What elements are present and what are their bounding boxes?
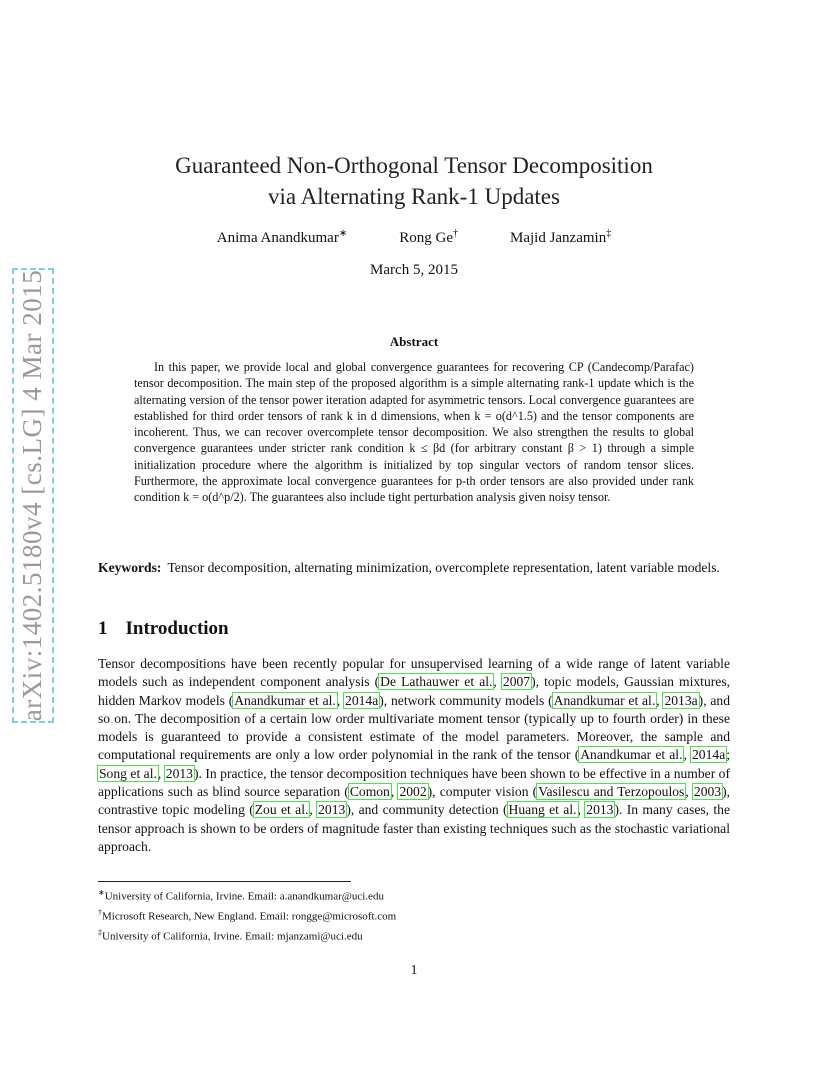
abstract-text: In this paper, we provide local and global convergence guarantees for recovering CP (Candecomp/Parafac) tensor decomposition. The main step of the proposed algorithm is a simple alternating rank-1 update which is the alternating version of the tensor power iteration adapted for asymmetric tensors. Local convergence guarantees are established for third order tensors of rank k in d dimensions, when k = o(d^1.5) and the tensor components are incoherent. Thus, we can recover overcomplete tensor decomposition. We also strengthen the results to global convergence guarantees under stricter rank condition k ≤ βd (for arbitrary constant β > 1) through a simple initialization procedure where the algorithm is initialized by top singular vectors of random tensor slices. Furthermore, the approximate local convergence guarantees for p-th order tensors are also provided under rank condition k = o(d^p/2). The guarantees also include tight perturbation analysis given noisy tensor. [134,360,694,505]
paper-title [0,150,828,212]
footnote-2 [98,905,730,925]
author-3-name: Majid Janzamin [509,230,607,246]
intro-text: ), contrastive topic modeling ( [98,784,731,818]
section-heading-introduction [98,618,229,640]
author-list [0,228,828,247]
citation-link[interactable]: Anandkumar et al. [553,692,656,708]
intro-text: Tensor decompositions have been recently popular for unsupervised learning of a wide range of latent variable models such as independent component analysis ( [98,656,730,690]
citation-year-link[interactable]: 2013 [165,765,193,781]
footnote-1-mark: ∗ [98,888,105,897]
footnote-2-mark: † [98,908,102,918]
arxiv-identifier-text: arXiv:1402.5180v4 [cs.LG] 4 Mar 2015 [17,269,48,722]
keywords-text: Tensor decomposition, alternating minimization, overcomplete representation, latent variable models. [167,560,720,575]
section-title: Introduction [125,618,229,639]
title-line-2: via Alternating Rank-1 Updates [268,184,560,209]
intro-text: ), network community models ( [379,692,553,708]
author-2 [399,228,458,247]
section-number: 1 [98,618,108,639]
citation-year-link[interactable]: 2002 [399,784,427,800]
footnote-rule [98,881,351,882]
footnote-1 [98,885,730,905]
citation-year-link[interactable]: 2003 [693,784,722,800]
citation-year-link[interactable]: 2013 [586,802,614,818]
citation-year-link[interactable]: 2014a [345,692,379,708]
citation-year-link[interactable]: 2014a [692,747,726,763]
citation-link[interactable]: Vasilescu and Terzopoulos [538,784,685,800]
citation-link[interactable]: Comon [349,784,390,800]
keywords [98,558,730,577]
citation-year-link[interactable]: 2013a [664,692,698,708]
citation-link[interactable]: Anandkumar et al. [234,692,336,708]
publication-date: March 5, 2015 [370,262,458,278]
author-3 [510,228,611,247]
intro-text: ), computer vision ( [427,784,538,800]
footnote-2-text: Microsoft Research, New England. Email: rongge@microsoft.com [102,910,397,923]
intro-text: ), and community detection ( [346,802,508,818]
author-2-name: Rong Ge [399,230,453,246]
footnotes [98,885,730,945]
author-3-mark: ‡ [606,228,612,239]
footnote-3-text: University of California, Irvine. Email: mjanzami@uci.edu [102,930,363,943]
intro-text: ), and so on. The decomposition of a certain low order multivariate moment tensor (typically up to fourth order) in these models is guaranteed to provide a consistent estimate of the model parameters. Moreover, the sample and computational requirements are only a low order polynomial in the rank of the tensor ( [98,692,731,763]
citation-link[interactable]: De Lathauwer et al. [380,674,493,690]
introduction-paragraph: Tensor decompositions have been recently popular for unsupervised learning of a wide range of latent variable models such as independent component analysis (De Lathauwer et al., 2007), topic models, Gaussian mixtures, hidden Markov models (Anandkumar et al., 2014a), network community models (Anandkumar et al., 2013a), and so on. The decomposition of a certain low order multivariate moment tensor (typically up to fourth order) in these models is guaranteed to provide a consistent estimate of the model parameters. Moreover, the sample and computational requirements are only a low order polynomial in the rank of the tensor (Anandkumar et al., 2014a; Song et al., 2013). In practice, the tensor decomposition techniques have been shown to be effective in a number of applications such as blind source separation (Comon, 2002), computer vision (Vasilescu and Terzopoulos, 2003), contrastive topic modeling (Zou et al., 2013), and community detection (Huang et al., 2013). In many cases, the tensor approach is shown to be orders of magnitude faster than existing techniques such as the stochastic variational approach. [98,656,731,854]
intro-text: ), topic models, Gaussian mixtures, hidden Markov models ( [98,674,731,708]
page-number: 1 [410,962,418,977]
author-1 [217,228,347,247]
footnote-3 [98,925,730,945]
author-2-mark: † [452,228,458,239]
citation-link[interactable]: Song et al. [99,765,157,781]
citation-link[interactable]: Zou et al. [254,802,309,818]
author-1-name: Anima Anandkumar [216,230,339,246]
intro-text: ). In many cases, the tensor approach is shown to be orders of magnitude faster than existing techniques such as the stochastic variational approach. [98,802,730,854]
keywords-label: Keywords: [98,560,162,575]
citation-link[interactable]: Anandkumar et al. [580,747,683,763]
intro-text: ). In practice, the tensor decomposition techniques have been shown to be effective in a number of applications such as blind source separation ( [98,765,731,800]
citation-year-link[interactable]: 2007 [502,674,531,690]
citation-link[interactable]: Huang et al. [508,802,577,818]
title-line-1: Guaranteed Non-Orthogonal Tensor Decomposition [175,153,653,178]
footnote-3-mark: ‡ [98,928,102,938]
citation-year-link[interactable]: 2013 [318,802,346,818]
footnote-1-text: University of California, Irvine. Email: a.anandkumar@uci.edu [104,890,384,903]
abstract-heading: Abstract [389,334,439,349]
author-1-mark: ∗ [338,228,348,239]
